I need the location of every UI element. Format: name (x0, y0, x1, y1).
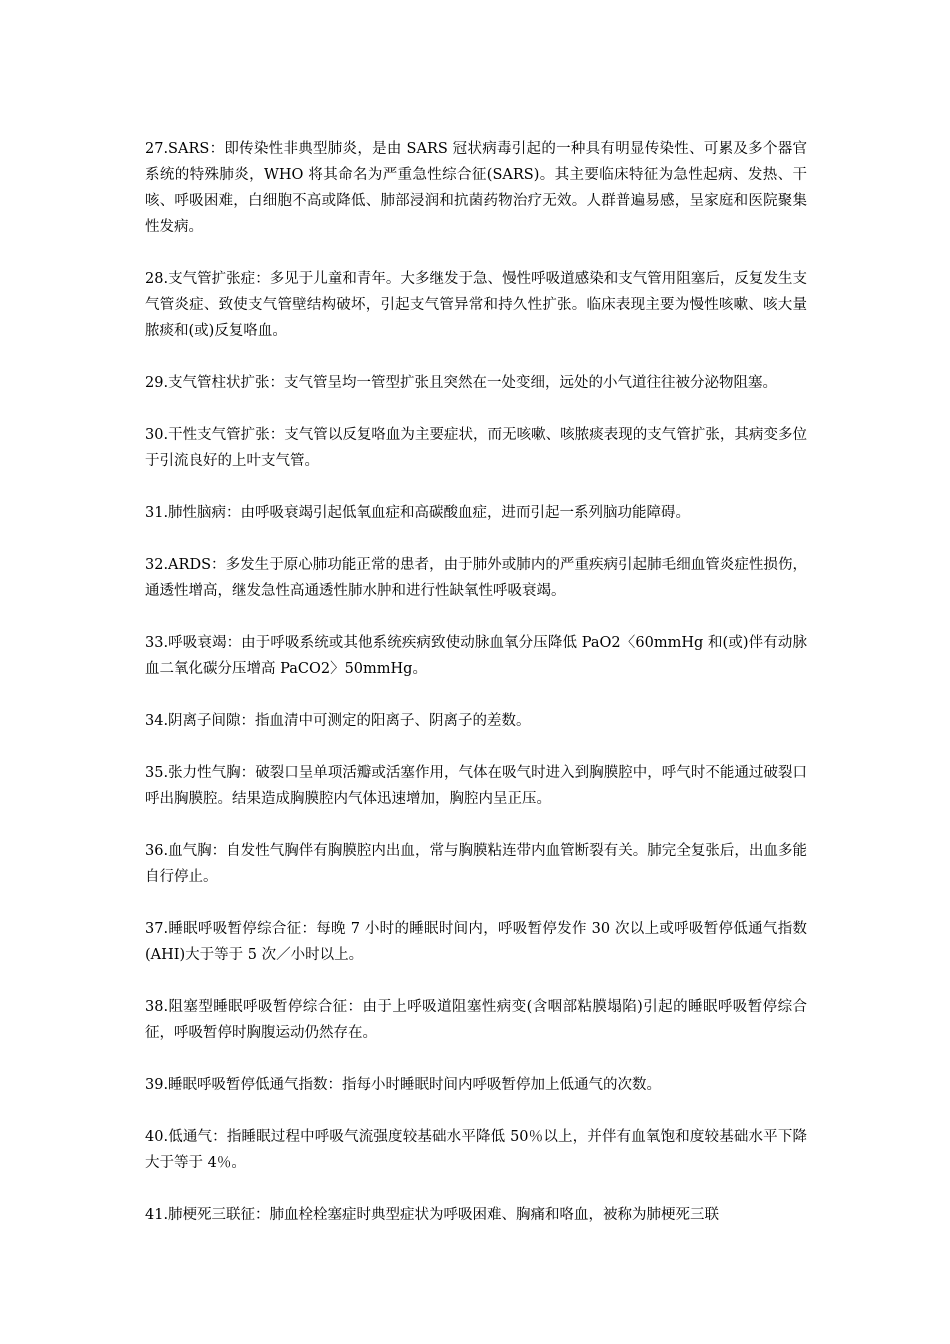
entry-28: 28.支气管扩张症：多见于儿童和青年。大多继发于急、慢性呼吸道感染和支气管用阻塞后，反复发生支气管炎症、致使支气管壁结构破坏，引起支气管异常和持久性扩张。临床表现主要为慢性咳嗽、咳大量脓痰和(或)反复咯血。 (145, 271, 807, 339)
entry-31: 31.肺性脑病：由呼吸衰竭引起低氧血症和高碳酸血症，进而引起一系列脑功能障碍。 (145, 505, 691, 521)
entry-30: 30.干性支气管扩张：支气管以反复咯血为主要症状，而无咳嗽、咳脓痰表现的支气管扩张，其病变多位于引流良好的上叶支气管。 (145, 427, 807, 469)
entry-27: 27.SARS：即传染性非典型肺炎，是由 SARS 冠状病毒引起的一种具有明显传染性、可累及多个器官系统的特殊肺炎，WHO 将其命名为严重急性综合征(SARS)。其主要临床特征为急性起病、发热、干咳、呼吸困难，白细胞不高或降低、肺部浸润和抗菌药物治疗无效。人群普遍易感，呈家庭和医院聚集性发病。 (145, 141, 807, 235)
entry-33: 33.呼吸衰竭：由于呼吸系统或其他系统疾病致使动脉血氧分压降低 PaO2〈60mmHg 和(或)伴有动脉血二氧化碳分压增高 PaCO2〉50mmHg。 (145, 635, 807, 677)
entry-32: 32.ARDS：多发生于原心肺功能正常的患者，由于肺外或肺内的严重疾病引起肺毛细血管炎症性损伤，通透性增高，继发急性高通透性肺水肿和进行性缺氧性呼吸衰竭。 (145, 557, 807, 599)
entry-34: 34.阴离子间隙：指血清中可测定的阳离子、阴离子的差数。 (145, 713, 531, 729)
entry-29: 29.支气管柱状扩张：支气管呈均一管型扩张且突然在一处变细，远处的小气道往往被分泌物阻塞。 (145, 375, 778, 391)
entry-37: 37.睡眠呼吸暂停综合征：每晚 7 小时的睡眠时间内，呼吸暂停发作 30 次以上或呼吸暂停低通气指数(AHI)大于等于 5 次／小时以上。 (145, 921, 807, 963)
entry-40: 40.低通气：指睡眠过程中呼吸气流强度较基础水平降低 50％以上，并伴有血氧饱和度较基础水平下降大于等于 4％。 (145, 1129, 807, 1171)
entry-39: 39.睡眠呼吸暂停低通气指数：指每小时睡眠时间内呼吸暂停加上低通气的次数。 (145, 1077, 662, 1093)
entry-36: 36.血气胸：自发性气胸伴有胸膜腔内出血，常与胸膜粘连带内血管断裂有关。肺完全复张后，出血多能自行停止。 (145, 843, 807, 885)
entry-35: 35.张力性气胸：破裂口呈单项活瓣或活塞作用，气体在吸气时进入到胸膜腔中，呼气时不能通过破裂口呼出胸膜腔。结果造成胸膜腔内气体迅速增加，胸腔内呈正压。 (145, 765, 807, 807)
entry-41: 41.肺梗死三联征：肺血栓栓塞症时典型症状为呼吸困难、胸痛和咯血，被称为肺梗死三联 (145, 1207, 720, 1223)
document-body (145, 136, 807, 1254)
entry-38: 38.阻塞型睡眠呼吸暂停综合征：由于上呼吸道阻塞性病变(含咽部粘膜塌陷)引起的睡眠呼吸暂停综合征，呼吸暂停时胸腹运动仍然存在。 (145, 999, 807, 1041)
